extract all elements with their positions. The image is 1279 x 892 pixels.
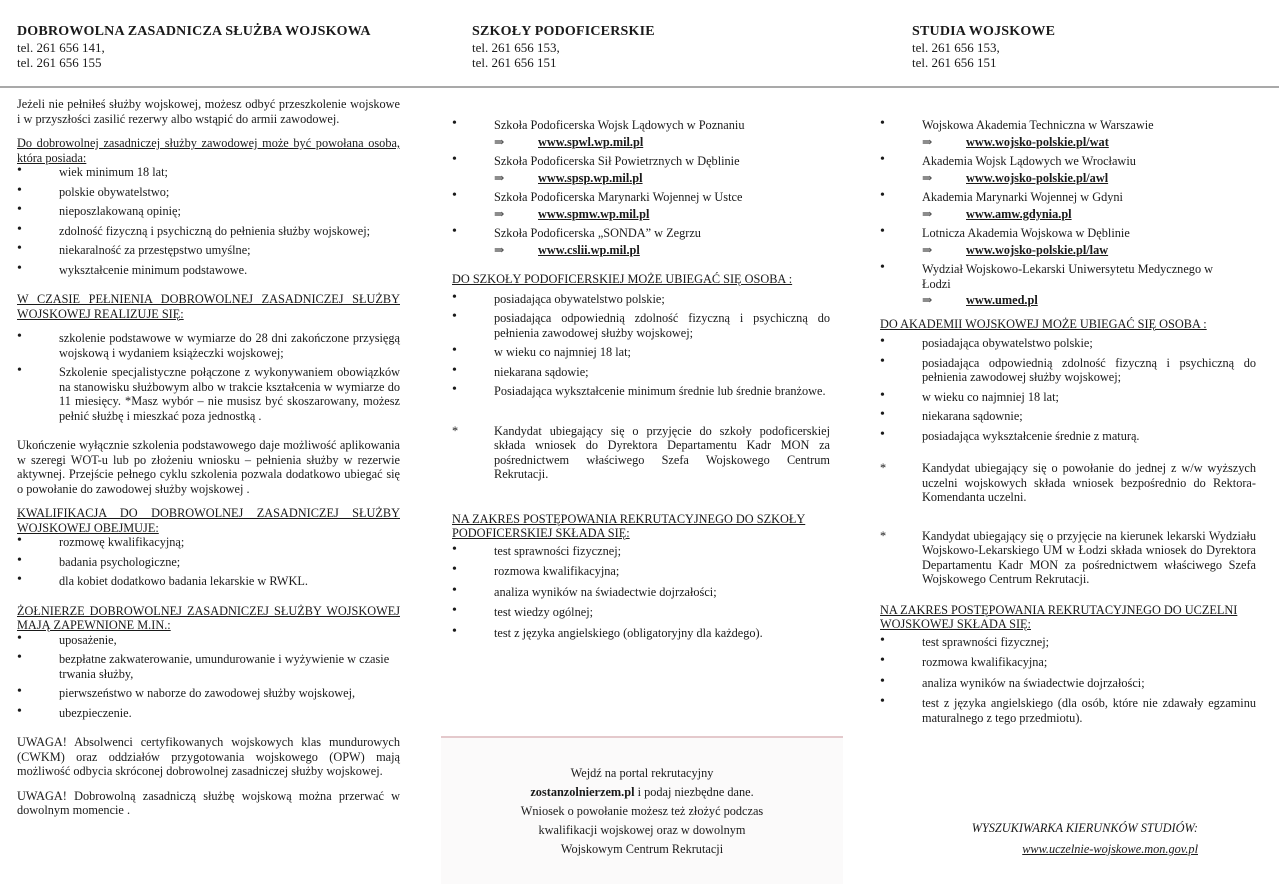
academy-link-row: [880, 135, 1256, 150]
school-link[interactable]: www.spwl.wp.mil.pl: [538, 134, 644, 149]
school-name: • Szkoła Podoficerska „SONDA” w Zegrzu: [452, 226, 830, 241]
list-item: • pierwszeństwo w naborze do zawodowej służby wojskowej,: [17, 686, 400, 701]
arrow-icon: ⇒: [922, 242, 933, 257]
list-item: • test z języka angielskiego (dla osób, które nie zdawały egzaminu maturalnego z tego przedmiotu).: [880, 696, 1256, 725]
list-item: • ubezpieczenie.: [17, 706, 400, 721]
arrow-icon: ⇒: [922, 170, 933, 185]
during-service-list: [17, 331, 400, 423]
school-name: • Szkoła Podoficerska Marynarki Wojennej w Ustce: [452, 190, 830, 205]
school-link[interactable]: www.cslii.wp.mil.pl: [538, 242, 640, 257]
list-item: • niekaralność za przestępstwo umyślne;: [17, 243, 400, 258]
note-interrupt: UWAGA! Dobrowolną zasadniczą służbę wojskową można przerwać w dowolnym momencie .: [17, 788, 400, 817]
academy-name: • Wojskowa Akademia Techniczna w Warszawie: [880, 118, 1256, 133]
list-item: • zdolność fizyczną i psychiczną do pełnienia służby wojskowej;: [17, 224, 400, 239]
arrow-icon: ⇒: [922, 134, 933, 149]
note-graduates: UWAGA! Absolwenci certyfikowanych wojskowych klas mundurowych (CWKM) oraz oddziałów przygotowania wojskowego (OPW) mają możliwość odbycia skróconej dobrowolnej zasadniczej służby wojskowej.: [17, 735, 400, 778]
header-title: STUDIA WOJSKOWE: [912, 24, 1056, 39]
list-item: • test wiedzy ogólnej;: [452, 605, 830, 620]
asterisk: *: [880, 461, 887, 475]
medical-application-note: [880, 529, 1256, 587]
qualification-list: [17, 535, 400, 589]
portal-text: kwalifikacji wojskowej oraz w dowolnym: [538, 823, 746, 837]
requirements-list: [17, 165, 400, 277]
school-link[interactable]: www.spmw.wp.mil.pl: [538, 206, 650, 221]
list-item: • uposażenie,: [17, 633, 400, 648]
soldiers-benefits-list: [17, 633, 400, 721]
list-item: • rozmowę kwalifikacyjną;: [17, 535, 400, 550]
column-military-studies: [880, 118, 1256, 730]
asterisk: *: [880, 528, 887, 543]
note-text: Kandydat ubiegający się o przyjęcie na kierunek lekarski Wydziału Wojskowo-Lekarskiego UM w Łodzi składa wniosek do Dyrektora Departamentu Kadr MON za pośrednictwem właściwego Szefa Wojskowego Centrum Rekrutacji.: [922, 528, 1256, 586]
arrow-icon: ⇒: [494, 206, 505, 221]
academy-link-row: [880, 243, 1256, 258]
list-item: • rozmowa kwalifikacyjna;: [452, 564, 830, 579]
recruitment-portal-box: [441, 736, 843, 884]
portal-text: i podaj niezbędne dane.: [634, 785, 754, 799]
school-name: • Szkoła Podoficerska Sił Powietrznych w Dęblinie: [452, 154, 830, 169]
arrow-icon: ⇒: [494, 134, 505, 149]
portal-link[interactable]: zostanzolnierzem.pl: [530, 785, 635, 799]
intro-text: Jeżeli nie pełniłeś służby wojskowej, możesz odbyć przeszkolenie wojskowe i w przyszłości zasilić rezerwy albo wstąpić do armii zawodowej.: [17, 97, 400, 126]
portal-intro: Wejdź na portal rekrutacyjny: [570, 766, 714, 780]
school-name: • Szkoła Podoficerska Wojsk Lądowych w Poznaniu: [452, 118, 830, 133]
note-text: Kandydat ubiegający się o powołanie do jednej z w/w wyższych uczelni wojskowych składa wniosek bezpośrednio do Rektora-Komendanta uczelni.: [922, 461, 1256, 504]
nco-requirements-heading: DO SZKOŁY PODOFICERSKIEJ MOŻE UBIEGAĆ SIĘ OSOBA :: [452, 272, 793, 286]
qualification-heading: KWALIFIKACJA DO DOBROWOLNEJ ZASADNICZEJ SŁUŻBY WOJSKOWEJ OBEJMUJE:: [17, 506, 400, 535]
academy-link-row: [880, 293, 1256, 308]
portal-box-divider: [441, 736, 843, 738]
list-item: • Szkolenie specjalistyczne połączone z wykonywaniem obowiązków na stanowisku służbowym albo w trakcie kształcenia w wymiarze do 11 miesięcy. *Masz wybór – nie musisz być skoszarowany, możesz pełnić służbę i mieszkać poza jednostką .: [17, 365, 400, 423]
completion-text: Ukończenie wyłącznie szkolenia podstawowego daje możliwość aplikowania w szeregi WOT-u lub po złożeniu wniosku – pełnienia służby w rezerwie aktywnej. Przejście pełnego cyklu szkolenia pozwala dodatkowo ubiegać się o powołanie do zawodowej służby wojskowej .: [17, 438, 400, 496]
nco-application-note: [452, 424, 830, 482]
list-item: • posiadająca odpowiednią zdolność fizyczną i psychiczną do pełnienia zawodowej służby wojskowej;: [880, 356, 1256, 385]
list-item: • w wieku co najmniej 18 lat;: [880, 390, 1256, 405]
column-military-service: [17, 97, 400, 818]
header-title: SZKOŁY PODOFICERSKIE: [472, 24, 655, 39]
list-item: • posiadająca obywatelstwo polskie;: [880, 336, 1256, 351]
list-item: • polskie obywatelstwo;: [17, 185, 400, 200]
phone-number: tel. 261 656 141,: [17, 40, 105, 55]
academy-link-row: [880, 207, 1256, 222]
list-item: • dla kobiet dodatkowo badania lekarskie w RWKL.: [17, 574, 400, 589]
list-item: • test sprawności fizycznej;: [880, 635, 1256, 650]
list-item: • wiek minimum 18 lat;: [17, 165, 400, 180]
list-item: • analiza wyników na świadectwie dojrzałości;: [452, 585, 830, 600]
requirements-heading: Do dobrowolnej zasadniczej służby zawodowej może być powołana osoba, która posiada:: [17, 136, 400, 165]
phone-number: tel. 261 656 153,: [912, 40, 1000, 55]
header-military-studies: [912, 24, 1055, 70]
portal-text: Wniosek o powołanie możesz też złożyć podczas: [520, 804, 764, 818]
list-item: • bezpłatne zakwaterowanie, umundurowanie i wyżywienie w czasie trwania służby,: [17, 652, 400, 681]
list-item: • analiza wyników na świadectwie dojrzałości;: [880, 676, 1256, 691]
school-link-row: [452, 135, 830, 150]
academy-procedure-heading: NA ZAKRES POSTĘPOWANIA REKRUTACYJNEGO DO UCZELNI WOJSKOWEJ SKŁADA SIĘ:: [880, 602, 1238, 631]
nco-requirements-list: [452, 292, 830, 399]
phone-number: tel. 261 656 153,: [472, 40, 560, 55]
arrow-icon: ⇒: [494, 242, 505, 257]
academy-name: • Akademia Marynarki Wojennej w Gdyni: [880, 190, 1256, 205]
column-nco-schools: [452, 118, 830, 645]
header-divider: [0, 86, 1279, 88]
nco-school-list: [452, 118, 830, 133]
academy-link[interactable]: www.wojsko-polskie.pl/law: [966, 242, 1109, 257]
list-item: • test sprawności fizycznej;: [452, 544, 830, 559]
phone-number: tel. 261 656 151: [912, 55, 997, 70]
note-text: Kandydat ubiegający się o przyjęcie do szkoły podoficerskiej składa wniosek do Dyrektora Departamentu Kadr MON za pośrednictwem właściwego Szefa Wojskowego Centrum Rekrutacji.: [494, 423, 830, 481]
header-military-service: [17, 24, 371, 70]
list-item: • wykształcenie minimum podstawowe.: [17, 263, 400, 278]
school-link-row: [452, 171, 830, 186]
list-item: • Posiadająca wykształcenie minimum średnie lub średnie branżowe.: [452, 384, 830, 399]
list-item: • posiadająca wykształcenie średnie z maturą.: [880, 429, 1256, 444]
list-item: • badania psychologiczne;: [17, 555, 400, 570]
academy-link[interactable]: www.umed.pl: [966, 293, 1038, 307]
arrow-icon: ⇒: [922, 293, 933, 307]
search-link[interactable]: www.uczelnie-wojskowe.mon.gov.pl: [1022, 842, 1198, 856]
search-title: WYSZUKIWARKA KIERUNKÓW STUDIÓW:: [971, 821, 1198, 835]
list-item: • niekarana sądowie;: [452, 365, 830, 380]
academy-link[interactable]: www.wojsko-polskie.pl/awl: [966, 170, 1109, 185]
nco-procedure-heading: NA ZAKRES POSTĘPOWANIA REKRUTACYJNEGO DO SZKOŁY PODOFICERSKIEJ SKŁADA SIĘ:: [452, 511, 806, 540]
school-link-row: [452, 207, 830, 222]
asterisk: *: [452, 423, 459, 438]
list-item: • niekarana sądownie;: [880, 409, 1256, 424]
arrow-icon: ⇒: [922, 206, 933, 221]
arrow-icon: ⇒: [494, 170, 505, 185]
soldiers-benefits-heading: ŻOŁNIERZE DOBROWOLNEJ ZASADNICZEJ SŁUŻBY WOJSKOWEJ MAJĄ ZAPEWNIONE M.IN.:: [17, 603, 400, 632]
header-title: DOBROWOLNA ZASADNICZA SŁUŻBA WOJSKOWA: [17, 24, 371, 39]
academy-link[interactable]: www.amw.gdynia.pl: [966, 206, 1072, 221]
list-item: • rozmowa kwalifikacyjna;: [880, 655, 1256, 670]
list-item: • test z języka angielskiego (obligatoryjny dla każdego).: [452, 626, 830, 641]
academy-link[interactable]: www.wojsko-polskie.pl/wat: [966, 134, 1109, 149]
header-nco-schools: [472, 24, 655, 70]
academy-procedure-list: [880, 635, 1256, 726]
nco-procedure-list: [452, 544, 830, 641]
list-item: • w wieku co najmniej 18 lat;: [452, 345, 830, 360]
academy-requirements-list: [880, 336, 1256, 443]
school-link-row: [452, 243, 830, 258]
list-item: • posiadająca obywatelstwo polskie;: [452, 292, 830, 307]
portal-text: Wojskowym Centrum Rekrutacji: [560, 842, 724, 856]
academy-link-row: [880, 171, 1256, 186]
school-link[interactable]: www.spsp.wp.mil.pl: [538, 170, 643, 185]
during-service-heading: W CZASIE PEŁNIENIA DOBROWOLNEJ ZASADNICZEJ SŁUŻBY WOJSKOWEJ REALIZUJE SIĘ:: [17, 292, 400, 321]
academy-requirements-heading: DO AKADEMII WOJSKOWEJ MOŻE UBIEGAĆ SIĘ OSOBA :: [880, 316, 1207, 331]
phone-number: tel. 261 656 155: [17, 55, 102, 70]
phone-number: tel. 261 656 151: [472, 55, 557, 70]
academy-name: • Wydział Wojskowo-Lekarski Uniwersytetu Medycznego w Łodzi: [880, 262, 1256, 291]
list-item: • szkolenie podstawowe w wymiarze do 28 dni zakończone przysięgą wojskową i wydaniem książeczki wojskowej;: [17, 331, 400, 360]
academy-name: • Akademia Wojsk Lądowych we Wrocławiu: [880, 154, 1256, 169]
academy-application-note: [880, 461, 1256, 505]
academy-name: • Lotnicza Akademia Wojskowa w Dęblinie: [880, 226, 1256, 241]
list-item: • nieposzlakowaną opinię;: [17, 204, 400, 219]
list-item: • posiadająca odpowiednią zdolność fizyczną i psychiczną do pełnienia zawodowej służby wojskowej;: [452, 311, 830, 340]
study-search-block: [880, 818, 1198, 860]
